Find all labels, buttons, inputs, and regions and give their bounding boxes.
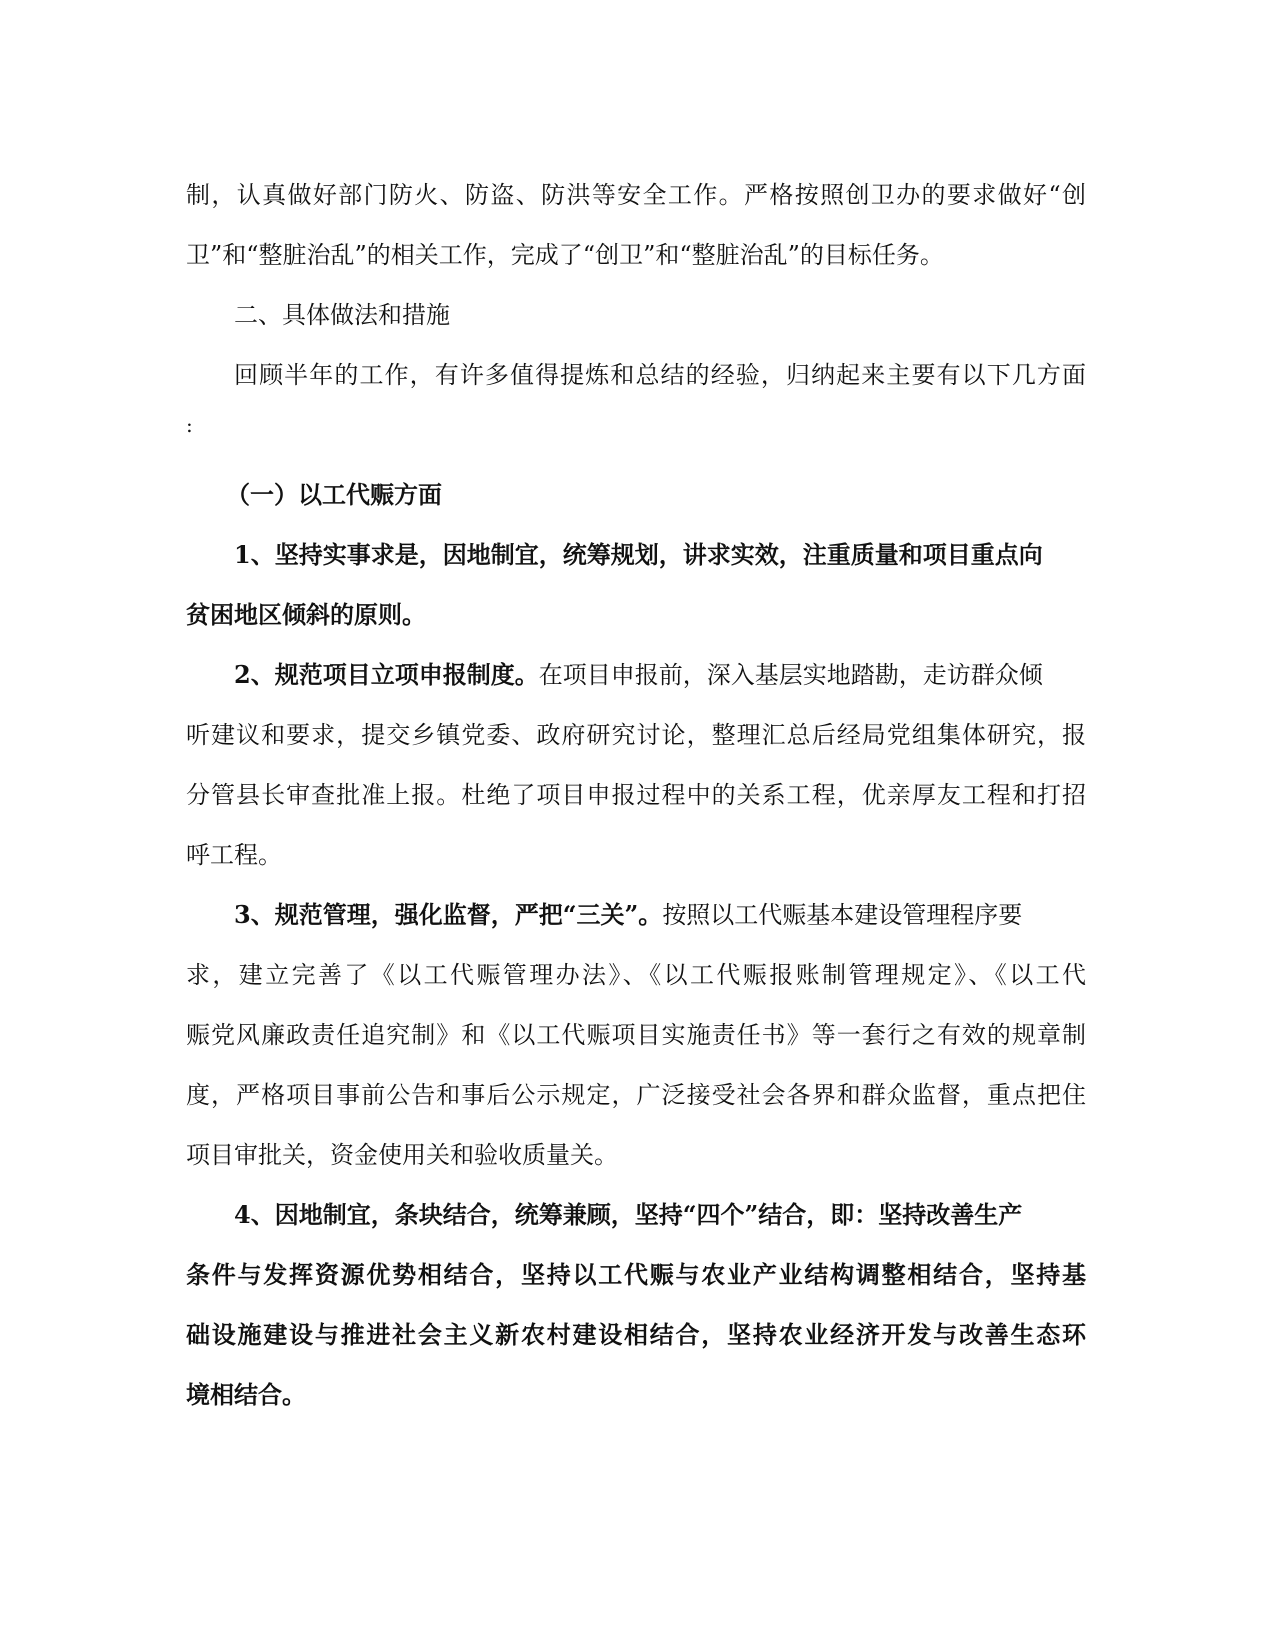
paragraph-line: 4、因地制宜，条块结合，统筹兼顾，坚持“四个”结合，即：坚持改善生产: [234, 1200, 1023, 1229]
paragraph-line: 条件与发挥资源优势相结合，坚持以工代赈与农业产业结构调整相结合，坚持基: [186, 1260, 1086, 1289]
paragraph-line: 贫困地区倾斜的原则。: [186, 600, 426, 629]
item-text: 按照以工代赈基本建设管理程序要: [662, 901, 1023, 929]
paragraph-line: [186, 645, 1086, 705]
paragraph-line: 制，认真做好部门防火、防盗、防洪等安全工作。严格按照创卫办的要求做好“创: [186, 181, 1086, 209]
paragraph-line: 度，严格项目事前公告和事后公示规定，广泛接受社会各界和群众监督，重点把住: [186, 1081, 1086, 1109]
paragraph-line: 卫”和“整脏治乱”的相关工作，完成了“创卫”和“整脏治乱”的目标任务。: [186, 241, 944, 269]
paragraph-line: 境相结合。: [186, 1380, 306, 1409]
paragraph-line: :: [186, 413, 193, 437]
paragraph-line: 1、坚持实事求是，因地制宜，统筹规划，讲求实效，注重质量和项目重点向: [234, 540, 1043, 569]
paragraph-line: 听建议和要求，提交乡镇党委、政府研究讨论，整理汇总后经局党组集体研究，报: [186, 721, 1086, 749]
item-text: 在项目申报前，深入基层实地踏勘，走访群众倾: [538, 661, 1043, 689]
item-title: 2、规范项目立项申报制度。: [234, 660, 539, 689]
paragraph-line: 回顾半年的工作，有许多值得提炼和总结的经验，归纳起来主要有以下几方面: [234, 361, 1086, 389]
section-heading: 二、具体做法和措施: [234, 301, 450, 329]
paragraph-line: 求，建立完善了《以工代赈管理办法》、《以工代赈报账制管理规定》、《以工代: [186, 961, 1086, 989]
paragraph-line: 项目审批关，资金使用关和验收质量关。: [186, 1141, 618, 1169]
paragraph-line: 赈党风廉政责任追究制》和《以工代赈项目实施责任书》等一套行之有效的规章制: [186, 1021, 1086, 1049]
document-body: [186, 165, 1086, 1425]
paragraph-line: 础设施建设与推进社会主义新农村建设相结合，坚持农业经济开发与改善生态环: [186, 1320, 1086, 1349]
paragraph-line: [186, 885, 1086, 945]
subsection-heading: （一）以工代赈方面: [226, 480, 442, 509]
paragraph-line: 呼工程。: [186, 841, 282, 869]
paragraph-line: 分管县长审查批准上报。杜绝了项目申报过程中的关系工程，优亲厚友工程和打招: [186, 781, 1086, 809]
item-title: 3、规范管理，强化监督，严把“三关”。: [234, 900, 663, 929]
